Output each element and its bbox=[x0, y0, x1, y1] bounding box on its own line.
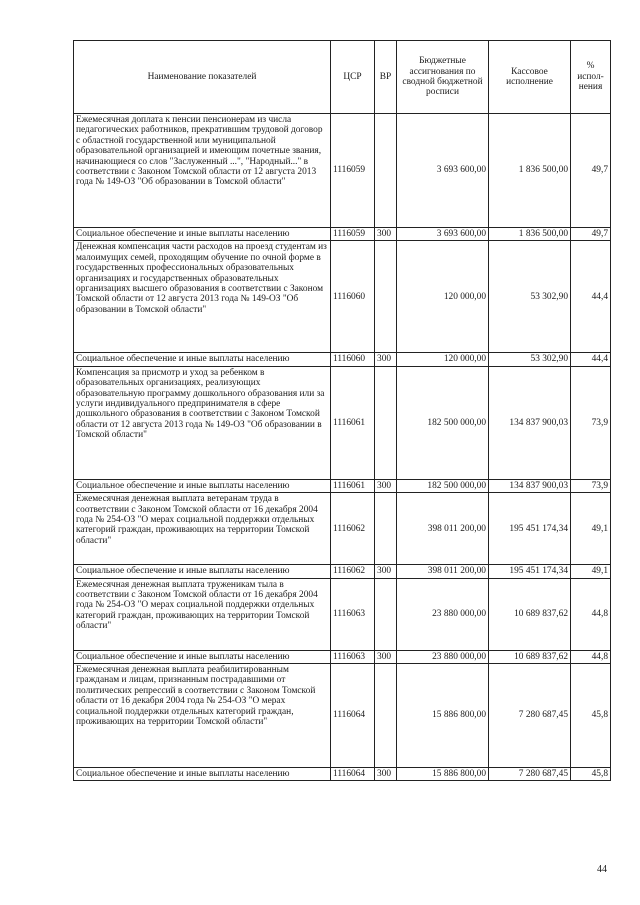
row-name-cell: Социальное обеспечение и иные выплаты населению bbox=[74, 650, 331, 663]
row-percent-cell: 49,7 bbox=[571, 114, 611, 228]
row-assigned-cell: 23 880 000,00 bbox=[397, 578, 489, 650]
row-assigned-cell: 120 000,00 bbox=[397, 241, 489, 353]
row-executed-cell: 7 280 687,45 bbox=[489, 768, 571, 781]
row-name-cell: Социальное обеспечение и иные выплаты населению bbox=[74, 565, 331, 578]
row-vr-cell: 300 bbox=[375, 650, 397, 663]
row-name-cell: Социальное обеспечение и иные выплаты населению bbox=[74, 768, 331, 781]
row-vr-cell bbox=[375, 664, 397, 768]
table-row bbox=[74, 479, 611, 492]
row-assigned-cell: 3 693 600,00 bbox=[397, 114, 489, 228]
row-percent-cell: 49,1 bbox=[571, 493, 611, 565]
row-vr-cell bbox=[375, 114, 397, 228]
row-name-cell: Ежемесячная денежная выплата реабилитированным гражданам и лицам, признанным пострадавшими от политических репрессий в соответствии с Законом Томской области от 16 декабря 2004 года № 254-ОЗ "О мерах социальной поддержки отдельных категорий граждан, проживающих на территории Томской области" bbox=[74, 664, 331, 768]
row-vr-cell: 300 bbox=[375, 228, 397, 241]
row-assigned-cell: 398 011 200,00 bbox=[397, 493, 489, 565]
row-percent-cell: 44,4 bbox=[571, 241, 611, 353]
row-assigned-cell: 120 000,00 bbox=[397, 353, 489, 366]
row-assigned-cell: 398 011 200,00 bbox=[397, 565, 489, 578]
row-csr-cell: 1116059 bbox=[331, 228, 375, 241]
row-assigned-cell: 3 693 600,00 bbox=[397, 228, 489, 241]
row-csr-cell: 1116062 bbox=[331, 565, 375, 578]
header-name: Наименование показателей bbox=[74, 41, 331, 114]
row-csr-cell: 1116064 bbox=[331, 664, 375, 768]
row-vr-cell: 300 bbox=[375, 479, 397, 492]
row-name-cell: Денежная компенсация части расходов на проезд студентам из малоимущих семей, проходящим обучение по очной форме в государственных профессиональных образовательных организациях и государственных образовательных организациях высшего образования в соответствии с Законом Томской области от 12 августа 2013 года № 149-ОЗ "Об образовании в Томской области" bbox=[74, 241, 331, 353]
row-executed-cell: 134 837 900,03 bbox=[489, 479, 571, 492]
header-executed: Кассовое исполнение bbox=[489, 41, 571, 114]
table-body bbox=[74, 114, 611, 781]
budget-table-container bbox=[73, 40, 610, 781]
row-vr-cell: 300 bbox=[375, 565, 397, 578]
row-csr-cell: 1116061 bbox=[331, 366, 375, 479]
row-percent-cell: 44,8 bbox=[571, 578, 611, 650]
row-executed-cell: 10 689 837,62 bbox=[489, 650, 571, 663]
row-percent-cell: 73,9 bbox=[571, 366, 611, 479]
row-vr-cell: 300 bbox=[375, 353, 397, 366]
row-name-cell: Социальное обеспечение и иные выплаты населению bbox=[74, 479, 331, 492]
row-executed-cell: 195 451 174,34 bbox=[489, 565, 571, 578]
table-row bbox=[74, 768, 611, 781]
row-csr-cell: 1116063 bbox=[331, 650, 375, 663]
table-row bbox=[74, 114, 611, 228]
row-name-cell: Ежемесячная денежная выплата ветеранам труда в соответствии с Законом Томской области от 16 декабря 2004 года № 254-ОЗ "О мерах социальной поддержки отдельных категорий граждан, проживающих на территории Томской области" bbox=[74, 493, 331, 565]
row-percent-cell: 44,8 bbox=[571, 650, 611, 663]
row-assigned-cell: 15 886 800,00 bbox=[397, 768, 489, 781]
row-vr-cell bbox=[375, 241, 397, 353]
row-executed-cell: 10 689 837,62 bbox=[489, 578, 571, 650]
table-row bbox=[74, 241, 611, 353]
table-row bbox=[74, 228, 611, 241]
row-executed-cell: 53 302,90 bbox=[489, 241, 571, 353]
row-name-cell: Компенсация за присмотр и уход за ребенком в образовательных организациях, реализующих образовательную программу дошкольного образования или за услуги индивидуального предпринимателя в сфере дошкольного образования в соответствии с Законом Томской области от 12 августа 2013 года № 149-ОЗ "Об образовании в Томской области" bbox=[74, 366, 331, 479]
table-row bbox=[74, 565, 611, 578]
row-csr-cell: 1116059 bbox=[331, 114, 375, 228]
row-assigned-cell: 182 500 000,00 bbox=[397, 366, 489, 479]
row-vr-cell bbox=[375, 578, 397, 650]
row-executed-cell: 1 836 500,00 bbox=[489, 114, 571, 228]
row-csr-cell: 1116061 bbox=[331, 479, 375, 492]
header-csr: ЦСР bbox=[331, 41, 375, 114]
table-row bbox=[74, 493, 611, 565]
table-row bbox=[74, 366, 611, 479]
header-percent: % испол-нения bbox=[571, 41, 611, 114]
header-assigned: Бюджетные ассигнования по сводной бюджетной росписи bbox=[397, 41, 489, 114]
budget-execution-table bbox=[73, 40, 611, 781]
row-percent-cell: 44,4 bbox=[571, 353, 611, 366]
row-executed-cell: 1 836 500,00 bbox=[489, 228, 571, 241]
row-executed-cell: 53 302,90 bbox=[489, 353, 571, 366]
page-number: 44 bbox=[597, 864, 607, 875]
row-name-cell: Социальное обеспечение и иные выплаты населению bbox=[74, 228, 331, 241]
row-executed-cell: 7 280 687,45 bbox=[489, 664, 571, 768]
row-csr-cell: 1116060 bbox=[331, 241, 375, 353]
table-row bbox=[74, 578, 611, 650]
row-vr-cell: 300 bbox=[375, 768, 397, 781]
row-percent-cell: 45,8 bbox=[571, 664, 611, 768]
row-name-cell: Ежемесячная доплата к пенсии пенсионерам из числа педагогических работников, прекратившим трудовой договор с областной государственной или муниципальной образовательной организацией и имеющим почетные звания, начинающиеся со слов "Заслуженный ...", "Народный..." в соответствии с Законом Томской области от 12 августа 2013 года № 149-ОЗ "Об образовании в Томской области" bbox=[74, 114, 331, 228]
row-csr-cell: 1116063 bbox=[331, 578, 375, 650]
row-name-cell: Ежемесячная денежная выплата труженикам тыла в соответствии с Законом Томской области от 16 декабря 2004 года № 254-ОЗ "О мерах социальной поддержки отдельных категорий граждан, проживающих на территории Томской области" bbox=[74, 578, 331, 650]
table-header-row bbox=[74, 41, 611, 114]
table-row bbox=[74, 353, 611, 366]
row-percent-cell: 45,8 bbox=[571, 768, 611, 781]
table-row bbox=[74, 650, 611, 663]
row-percent-cell: 73,9 bbox=[571, 479, 611, 492]
row-csr-cell: 1116060 bbox=[331, 353, 375, 366]
row-executed-cell: 134 837 900,03 bbox=[489, 366, 571, 479]
row-percent-cell: 49,1 bbox=[571, 565, 611, 578]
header-vr: ВР bbox=[375, 41, 397, 114]
row-csr-cell: 1116062 bbox=[331, 493, 375, 565]
row-assigned-cell: 15 886 800,00 bbox=[397, 664, 489, 768]
row-vr-cell bbox=[375, 493, 397, 565]
row-vr-cell bbox=[375, 366, 397, 479]
row-assigned-cell: 23 880 000,00 bbox=[397, 650, 489, 663]
row-percent-cell: 49,7 bbox=[571, 228, 611, 241]
row-name-cell: Социальное обеспечение и иные выплаты населению bbox=[74, 353, 331, 366]
row-csr-cell: 1116064 bbox=[331, 768, 375, 781]
row-executed-cell: 195 451 174,34 bbox=[489, 493, 571, 565]
table-row bbox=[74, 664, 611, 768]
row-assigned-cell: 182 500 000,00 bbox=[397, 479, 489, 492]
